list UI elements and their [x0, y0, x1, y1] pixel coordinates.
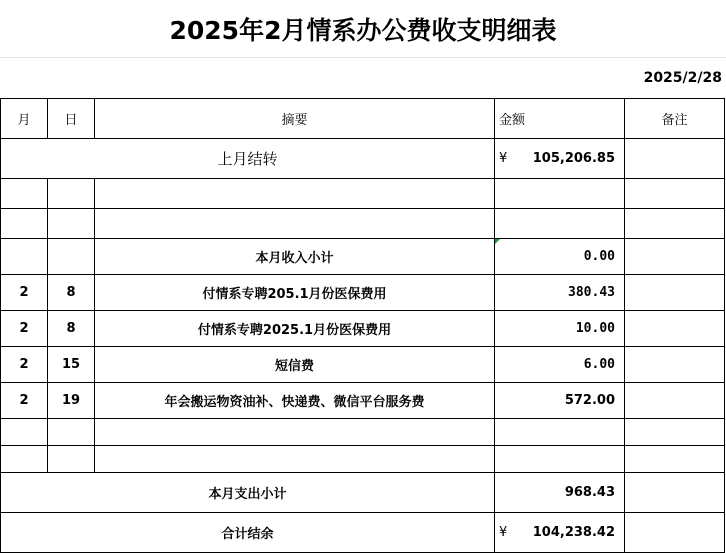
- empty-cell[interactable]: [625, 179, 725, 209]
- balance-label[interactable]: 合计结余: [1, 513, 495, 553]
- expense-day[interactable]: 19: [48, 383, 95, 419]
- empty-cell[interactable]: [95, 209, 495, 239]
- empty-cell[interactable]: [1, 239, 48, 275]
- expense-row: [1, 311, 725, 347]
- expense-subtotal-amount[interactable]: 968.43: [495, 473, 625, 513]
- empty-cell[interactable]: [95, 446, 495, 473]
- expense-subtotal-row: [1, 473, 725, 513]
- expense-row: [1, 275, 725, 311]
- currency-symbol: ¥: [499, 525, 508, 540]
- empty-cell[interactable]: [48, 209, 95, 239]
- expense-month[interactable]: 2: [1, 311, 48, 347]
- income-subtotal-label[interactable]: 本月收入小计: [95, 239, 495, 275]
- balance-amount: 104,238.42: [532, 525, 615, 540]
- remark-cell[interactable]: [625, 473, 725, 513]
- expense-month[interactable]: 2: [1, 347, 48, 383]
- remark-cell[interactable]: [625, 513, 725, 553]
- remark-cell[interactable]: [625, 347, 725, 383]
- income-subtotal-row: [1, 239, 725, 275]
- expense-day[interactable]: 8: [48, 275, 95, 311]
- expense-amount[interactable]: 380.43: [495, 275, 625, 311]
- header-amount[interactable]: 金额: [495, 99, 625, 139]
- empty-cell[interactable]: [1, 179, 48, 209]
- expense-summary[interactable]: 年会搬运物资油补、快递费、微信平台服务费: [95, 383, 495, 419]
- expense-amount[interactable]: 572.00: [495, 383, 625, 419]
- expense-summary[interactable]: 短信费: [95, 347, 495, 383]
- empty-cell[interactable]: [95, 179, 495, 209]
- empty-cell[interactable]: [625, 419, 725, 446]
- income-subtotal-amount[interactable]: 0.00: [495, 239, 625, 275]
- header-day[interactable]: 日: [48, 99, 95, 139]
- ledger-table: [0, 98, 725, 553]
- empty-row: [1, 179, 725, 209]
- empty-cell[interactable]: [495, 419, 625, 446]
- expense-subtotal-label[interactable]: 本月支出小计: [1, 473, 495, 513]
- empty-cell[interactable]: [1, 446, 48, 473]
- empty-cell[interactable]: [95, 419, 495, 446]
- empty-cell[interactable]: [48, 419, 95, 446]
- balance-amount-cell[interactable]: [495, 513, 625, 553]
- empty-row: [1, 209, 725, 239]
- expense-day[interactable]: 15: [48, 347, 95, 383]
- sheet-title[interactable]: 2025年2月情系办公费收支明细表: [0, 0, 726, 58]
- empty-row: [1, 446, 725, 473]
- carry-forward-amount: 105,206.85: [532, 151, 615, 166]
- empty-cell[interactable]: [495, 179, 625, 209]
- carry-forward-row: [1, 139, 725, 179]
- report-date[interactable]: 2025/2/28: [643, 70, 722, 86]
- header-month[interactable]: 月: [1, 99, 48, 139]
- expense-month[interactable]: 2: [1, 383, 48, 419]
- empty-cell[interactable]: [495, 209, 625, 239]
- remark-cell[interactable]: [625, 239, 725, 275]
- expense-amount[interactable]: 10.00: [495, 311, 625, 347]
- expense-summary[interactable]: 付情系专聘205.1月份医保费用: [95, 275, 495, 311]
- remark-cell[interactable]: [625, 275, 725, 311]
- balance-row: [1, 513, 725, 553]
- remark-cell[interactable]: [625, 139, 725, 179]
- carry-forward-label[interactable]: 上月结转: [1, 139, 495, 179]
- header-remark[interactable]: 备注: [625, 99, 725, 139]
- expense-summary[interactable]: 付情系专聘2025.1月份医保费用: [95, 311, 495, 347]
- expense-amount[interactable]: 6.00: [495, 347, 625, 383]
- cell-error-marker: [495, 239, 500, 244]
- empty-cell[interactable]: [1, 419, 48, 446]
- header-summary[interactable]: 摘要: [95, 99, 495, 139]
- expense-row: [1, 347, 725, 383]
- empty-row: [1, 419, 725, 446]
- empty-cell[interactable]: [495, 446, 625, 473]
- currency-symbol: ¥: [499, 151, 508, 166]
- empty-cell[interactable]: [1, 209, 48, 239]
- empty-cell[interactable]: [48, 446, 95, 473]
- empty-cell[interactable]: [48, 179, 95, 209]
- header-row: [1, 99, 725, 139]
- empty-cell[interactable]: [625, 446, 725, 473]
- remark-cell[interactable]: [625, 311, 725, 347]
- remark-cell[interactable]: [625, 383, 725, 419]
- expense-month[interactable]: 2: [1, 275, 48, 311]
- empty-cell[interactable]: [625, 209, 725, 239]
- empty-cell[interactable]: [48, 239, 95, 275]
- expense-row: [1, 383, 725, 419]
- carry-forward-amount-cell[interactable]: [495, 139, 625, 179]
- expense-day[interactable]: 8: [48, 311, 95, 347]
